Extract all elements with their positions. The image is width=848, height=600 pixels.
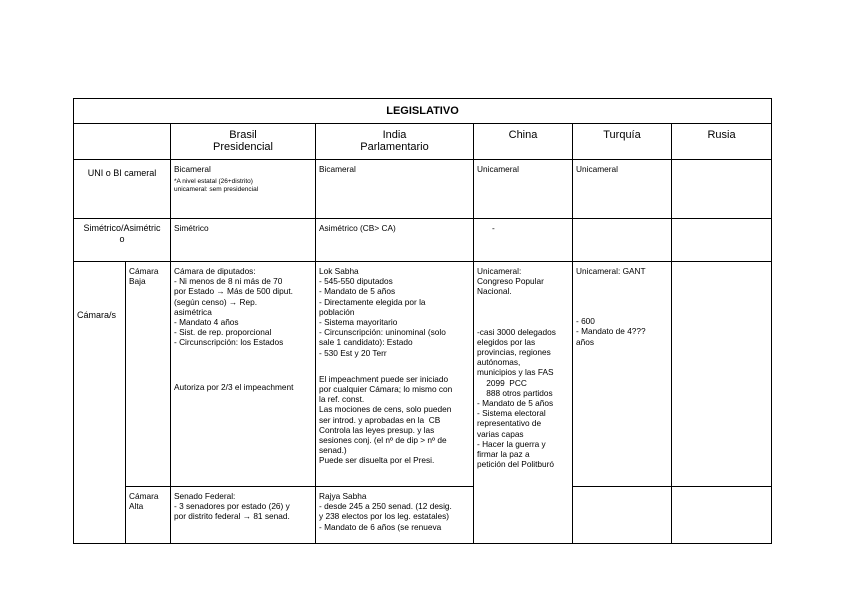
- cell-india-camara-baja: [316, 262, 474, 487]
- text-line: población: [319, 306, 355, 317]
- text-line: Lok Sabha: [319, 266, 359, 276]
- cell-turquia-camara-baja: Unicameral: GANT - 600 - Mandato de 4??? años: [573, 262, 672, 487]
- text-line: - Mandato de 5 años: [319, 286, 396, 297]
- cell-rusia-camara-alta: [672, 487, 772, 544]
- text-line: 2099 PCC: [477, 377, 527, 388]
- text-line: - Directamente elegida por la: [319, 296, 426, 307]
- cell-rusia-uni-bi: [672, 160, 772, 219]
- india-alta-text: [319, 491, 470, 532]
- brasil-impeachment-text: Autoriza por 2/3 el impeachment: [174, 381, 294, 392]
- label-camara-baja: Cámara Baja: [126, 262, 171, 487]
- text-line: - Sistema electoral: [477, 408, 546, 419]
- cell-china-camaras: [474, 262, 573, 544]
- china-text-2: [477, 327, 569, 470]
- text-line: - Ni menos de 8 ni más de 70: [174, 276, 283, 287]
- cell-turquia-uni-bi: Unicameral: [573, 160, 672, 219]
- text-line: Cámara de diputados:: [174, 266, 256, 276]
- table-title: LEGISLATIVO: [74, 99, 772, 124]
- cell-brasil-camara-baja: [171, 262, 316, 487]
- text-line: por distrito federal → 81 senad.: [174, 511, 290, 522]
- row-label-camaras: Cámara/s: [74, 262, 126, 544]
- cell-rusia-simetrico: [672, 219, 772, 262]
- legislativo-table: [73, 98, 772, 544]
- text-line: Las mociones de cens, solo pueden: [319, 404, 452, 415]
- text-line: elegidos por las: [477, 336, 536, 347]
- text-line: - Circunscripción: los Estados: [174, 337, 284, 348]
- text-line: Rajya Sabha: [319, 491, 367, 501]
- text-line: - Mandato 4 años: [174, 317, 239, 328]
- china-text-1: [477, 266, 569, 297]
- cell-turquia-camara-alta: [573, 487, 672, 544]
- cell-turquia-simetrico: [573, 219, 672, 262]
- col-header-rusia: Rusia: [672, 124, 772, 160]
- col-header-china: China: [474, 124, 573, 160]
- text-line: representativo de: [477, 418, 542, 429]
- text-line: firmar la paz a: [477, 449, 530, 460]
- cell-brasil-simetrico: Simétrico: [171, 219, 316, 262]
- text-line: por Estado → Más de 500 diput.: [174, 286, 293, 297]
- text-line: - Sist. de rep. proporcional: [174, 327, 272, 338]
- text-line: senad.): [319, 445, 347, 456]
- text-line: la ref. const.: [319, 394, 365, 405]
- text-line: ser introd. y aprobadas en la CB: [319, 414, 441, 425]
- text-line: varias capas: [477, 428, 524, 439]
- cell-china-uni-bi: Unicameral: [474, 160, 573, 219]
- text-line: municipios y las FAS: [477, 367, 554, 378]
- row-label-simetrico: Simétrico/Asimétric o: [74, 219, 171, 262]
- text-line: asimétrica: [174, 306, 212, 317]
- text-line: (según censo) → Rep.: [174, 296, 258, 307]
- cell-brasil-camara-alta: [171, 487, 316, 544]
- text-line: - 3 senadores por estado (26) y: [174, 501, 290, 512]
- text-line: El impeachment puede ser iniciado: [319, 373, 449, 384]
- cell-india-camara-alta: [316, 487, 474, 544]
- turquia-text-2: [576, 316, 668, 347]
- col-header-turquia: Turquía: [573, 124, 672, 160]
- text-line: - Mandato de 4???: [576, 326, 646, 337]
- cell-india-simetrico: Asimétrico (CB> CA): [316, 219, 474, 262]
- cell-china-simetrico: -: [474, 219, 573, 262]
- cell-india-uni-bi: Bicameral: [316, 160, 474, 219]
- text-line: petición del Politburó: [477, 459, 555, 470]
- cell-brasil-uni-bi: Bicameral *A nivel estatal (26+distrito) unicameral: sem presidencial: [171, 160, 316, 219]
- text-line: Puede ser disuelta por el Presi.: [319, 455, 435, 466]
- text-line: - Mandato de 6 años (se renueva: [319, 521, 442, 532]
- text-line: - 600: [576, 316, 595, 327]
- text-line: años: [576, 336, 594, 347]
- text-line: - Hacer la guerra y: [477, 438, 546, 449]
- text-line: - 530 Est y 20 Terr: [319, 347, 387, 358]
- india-baja-text-2: [319, 374, 470, 466]
- text-line: Unicameral:: [477, 266, 522, 276]
- text-line: - 545-550 diputados: [319, 276, 393, 287]
- brasil-baja-text: [174, 266, 312, 348]
- text-line: Congreso Popular: [477, 276, 544, 287]
- text-line: - desde 245 a 250 senad. (12 desig.: [319, 501, 452, 512]
- cell-rusia-camara-baja: [672, 262, 772, 487]
- text-line: sesiones conj. (el nº de dip > nº de: [319, 435, 447, 446]
- col-header-india: India Parlamentario: [316, 124, 474, 160]
- text-line: -casi 3000 delegados: [477, 326, 556, 337]
- brasil-alta-text: [174, 491, 312, 522]
- text-line: autónomas,: [477, 357, 521, 368]
- text-line: Senado Federal:: [174, 491, 236, 501]
- row-label-uni-bi: UNI o BI cameral: [74, 160, 171, 219]
- text-line: - Sistema mayoritario: [319, 317, 398, 328]
- label-camara-alta: Cámara Alta: [126, 487, 171, 544]
- text-line: 888 otros partidos: [477, 387, 553, 398]
- text-line: - Circunscripción: uninominal (solo: [319, 327, 446, 338]
- corner-cell: [74, 124, 171, 160]
- text-line: sale 1 candidato): Estado: [319, 337, 413, 348]
- text-line: Controla las leyes presup. y las: [319, 424, 435, 435]
- text-line: provincias, regiones: [477, 347, 551, 358]
- text-line: por cualquier Cámara; lo mismo con: [319, 384, 453, 395]
- col-header-brasil: Brasil Presidencial: [171, 124, 316, 160]
- india-baja-text: [319, 266, 470, 358]
- text-line: - Mandato de 5 años: [477, 398, 554, 409]
- text-line: Nacional.: [477, 286, 512, 297]
- text-line: y 238 electos por los leg. estatales): [319, 511, 450, 522]
